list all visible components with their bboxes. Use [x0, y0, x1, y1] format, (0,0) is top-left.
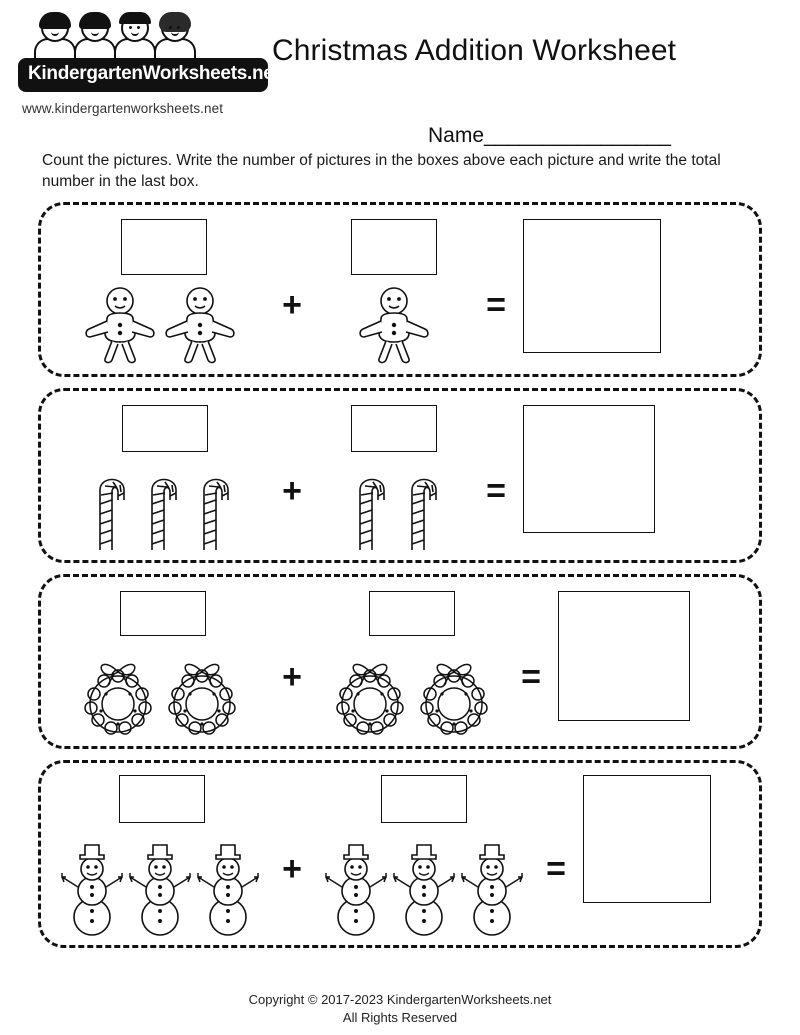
copyright-text: Copyright © 2017-2023 KindergartenWorksheets.net — [248, 992, 552, 1007]
problem-1-left-pictures — [81, 285, 239, 365]
snowman-icon — [194, 833, 262, 937]
problem-3-right-term — [319, 585, 504, 738]
page-footer — [0, 991, 800, 1027]
child-face-4 — [152, 14, 198, 60]
candy-cane-icon — [344, 460, 392, 552]
problem-1-right-term — [319, 213, 469, 366]
page-title: Christmas Addition Worksheet — [272, 34, 677, 67]
problem-1-left-answer-box[interactable] — [121, 219, 207, 275]
christmas-wreath-icon — [77, 654, 159, 738]
candy-cane-icon — [396, 460, 444, 552]
candy-cane-icon — [84, 460, 132, 552]
problem-4-right-answer-box[interactable] — [381, 775, 467, 823]
problem-2-plus-operator: + — [282, 471, 302, 510]
problem-4-equals-operator: = — [546, 850, 566, 888]
problem-4-right-term — [319, 771, 529, 937]
candy-cane-icon — [136, 460, 184, 552]
site-logo[interactable] — [18, 14, 280, 116]
instructions-text: Count the pictures. Write the number of pictures in the boxes above each picture and write the total number in the last box. — [42, 152, 721, 190]
problem-2-right-term — [319, 399, 469, 552]
problem-2-left-answer-box[interactable] — [122, 405, 208, 452]
gingerbread-man-icon — [355, 285, 433, 365]
problem-4-left-pictures — [58, 833, 262, 937]
christmas-wreath-icon — [161, 654, 243, 738]
problem-4-total-area — [583, 771, 711, 937]
problem-row-4 — [38, 760, 762, 948]
snowman-icon — [58, 833, 126, 937]
children-faces-icon — [32, 14, 268, 58]
problem-3-total-area — [558, 585, 690, 738]
candy-cane-icon — [188, 460, 236, 552]
snowman-icon — [390, 833, 458, 937]
page-header — [0, 0, 800, 150]
problem-2-total-box[interactable] — [523, 405, 655, 533]
problem-3-left-pictures — [77, 654, 243, 738]
rights-text: All Rights Reserved — [342, 1010, 458, 1025]
problem-4-right-pictures — [322, 833, 526, 937]
problem-2-left-term — [55, 399, 265, 552]
problem-3-left-answer-box[interactable] — [120, 591, 206, 636]
problem-1-left-term — [55, 213, 265, 366]
problem-3-total-box[interactable] — [558, 591, 690, 721]
problem-3-right-answer-box[interactable] — [369, 591, 455, 636]
gingerbread-man-icon — [161, 285, 239, 365]
problem-2-total-area — [523, 399, 655, 552]
gingerbread-man-icon — [81, 285, 159, 365]
snowman-icon — [458, 833, 526, 937]
problem-3-right-pictures — [329, 654, 495, 738]
problem-1-right-answer-box[interactable] — [351, 219, 437, 275]
logo-brand-text: KindergartenWorksheets.net — [18, 58, 268, 92]
problems-list — [0, 202, 800, 948]
problem-1-total-box[interactable] — [523, 219, 661, 353]
christmas-wreath-icon — [329, 654, 411, 738]
problem-4-left-answer-box[interactable] — [119, 775, 205, 823]
site-url: www.kindergartenworksheets.net — [22, 101, 224, 116]
problem-3-plus-operator: + — [282, 657, 302, 696]
problem-4-total-box[interactable] — [583, 775, 711, 903]
problem-1-equals-operator: = — [486, 285, 506, 324]
problem-row-3 — [38, 574, 762, 749]
problem-2-left-pictures — [84, 460, 236, 552]
problem-row-1 — [38, 202, 762, 377]
problem-1-plus-operator: + — [282, 285, 302, 324]
problem-3-equals-operator: = — [521, 657, 541, 696]
problem-1-right-pictures — [355, 285, 433, 365]
problem-1-total-area — [523, 213, 661, 366]
snowman-icon — [126, 833, 194, 937]
problem-2-equals-operator: = — [486, 471, 506, 510]
problem-4-plus-operator: + — [282, 850, 302, 888]
problem-2-right-pictures — [344, 460, 444, 552]
problem-2-right-answer-box[interactable] — [351, 405, 437, 452]
name-field-label[interactable]: Name________________ — [428, 124, 671, 147]
problem-4-left-term — [55, 771, 265, 937]
problem-row-2 — [38, 388, 762, 563]
christmas-wreath-icon — [413, 654, 495, 738]
snowman-icon — [322, 833, 390, 937]
problem-3-left-term — [55, 585, 265, 738]
